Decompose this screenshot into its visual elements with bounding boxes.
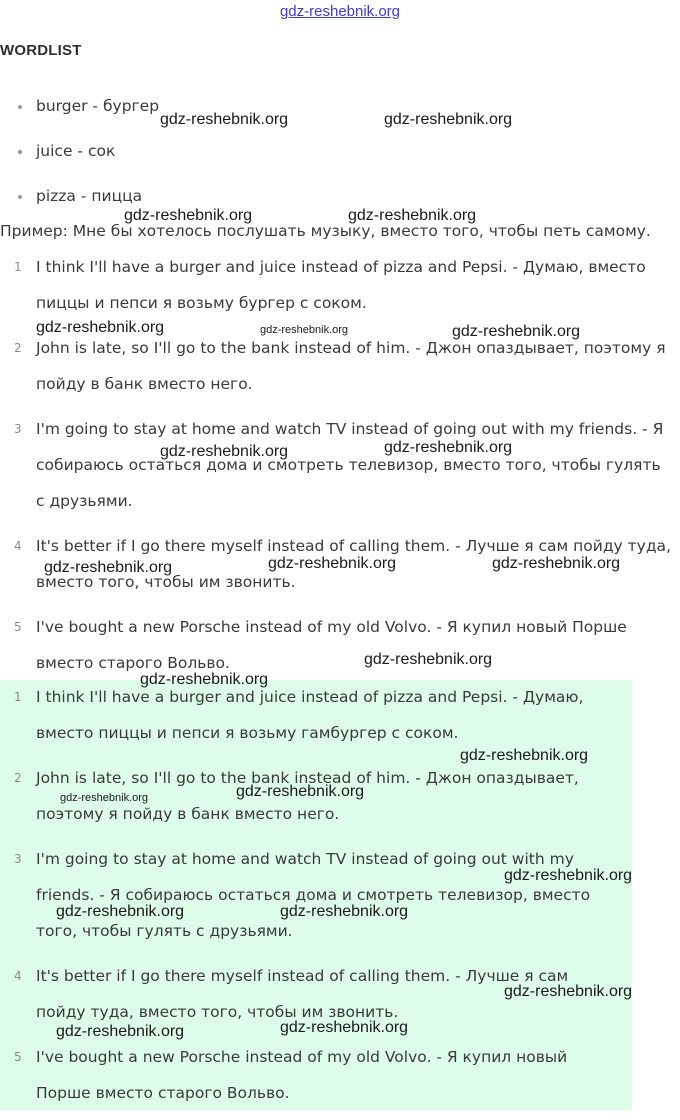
- watermark: gdz-reshebnik.org: [124, 207, 253, 224]
- sentence-text: I'm going to stay at home and watch TV instead of going out with my friends. - Я собираюсь остаться дома и смотреть телевизор, вместо того, чтобы гулять с друзьями.: [36, 420, 664, 510]
- sentence-item: [0, 249, 680, 330]
- answer-number: 5: [14, 1050, 22, 1064]
- sentence-item: [0, 330, 680, 411]
- example-sentence: Пример: Мне бы хотелось послушать музыку, вместо того, чтобы петь самому.: [0, 222, 651, 240]
- sentence-number: 1: [14, 260, 22, 274]
- sentence-text: I've bought a new Porsche instead of my old Volvo. - Я купил новый Порше вместо старого Вольво.: [36, 618, 627, 672]
- answer-item: [0, 1039, 632, 1120]
- answer-text: I've bought a new Porsche instead of my old Volvo. - Я купил новый Порше вместо старого Вольво.: [36, 1048, 568, 1102]
- sentence-text: I think I'll have a burger and juice instead of pizza and Pepsi. - Думаю, вместо пиццы и пепси я возьму бургер с соком.: [36, 258, 646, 312]
- site-link[interactable]: gdz-reshebnik.org: [279, 3, 401, 20]
- sentence-number: 2: [14, 341, 22, 355]
- watermark: gdz-reshebnik.org: [160, 111, 289, 128]
- watermark: gdz-reshebnik.org: [36, 319, 165, 336]
- answer-number: 1: [14, 690, 22, 704]
- sentence-text: It's better if I go there myself instead of calling them. - Лучше я сам пойду туда, вместо того, чтобы им звонить.: [36, 537, 671, 591]
- answer-sentences: [0, 679, 632, 1120]
- watermark: gdz-reshebnik.org: [236, 783, 365, 800]
- watermark: gdz-reshebnik.org: [492, 555, 621, 572]
- watermark: gdz-reshebnik.org: [268, 555, 397, 572]
- watermark: gdz-reshebnik.org: [60, 792, 149, 804]
- watermark: gdz-reshebnik.org: [140, 671, 269, 688]
- watermark: gdz-reshebnik.org: [452, 323, 581, 340]
- watermark: gdz-reshebnik.org: [160, 443, 289, 460]
- answer-number: 4: [14, 969, 22, 983]
- answer-number: 3: [14, 852, 22, 866]
- watermark: gdz-reshebnik.org: [348, 207, 477, 224]
- wordlist-title: WORDLIST: [0, 42, 82, 59]
- wordlist-item: burger - бургер: [0, 95, 159, 140]
- wordlist-item: juice - сок: [0, 140, 159, 185]
- answer-text: It's better if I go there myself instead of calling them. - Лучше я сам пойду туда, вместо того, чтобы им звонить.: [36, 967, 569, 1021]
- sentence-text: John is late, so I'll go to the bank instead of him. - Джон опаздывает, поэтому я пойду в банк вместо него.: [36, 339, 666, 393]
- sentence-number: 3: [14, 422, 22, 436]
- answer-number: 2: [14, 771, 22, 785]
- watermark: gdz-reshebnik.org: [280, 1019, 409, 1036]
- watermark: gdz-reshebnik.org: [460, 747, 589, 764]
- sentence-item: [0, 609, 680, 690]
- watermark: gdz-reshebnik.org: [504, 867, 633, 884]
- watermark: gdz-reshebnik.org: [364, 651, 493, 668]
- watermark: gdz-reshebnik.org: [56, 1023, 185, 1040]
- sentence-item: [0, 411, 680, 528]
- watermark: gdz-reshebnik.org: [44, 559, 173, 576]
- watermark: gdz-reshebnik.org: [56, 903, 185, 920]
- wordlist-item: pizza - пицца: [0, 185, 159, 230]
- watermark: gdz-reshebnik.org: [504, 983, 633, 1000]
- exercise-sentences: [0, 249, 680, 690]
- watermark: gdz-reshebnik.org: [280, 903, 409, 920]
- watermark: gdz-reshebnik.org: [260, 324, 349, 336]
- watermark: gdz-reshebnik.org: [384, 439, 513, 456]
- answer-text: I think I'll have a burger and juice instead of pizza and Pepsi. - Думаю, вместо пиццы и пепси я возьму гамбургер с соком.: [36, 688, 584, 742]
- sentence-number: 5: [14, 620, 22, 634]
- answer-text: John is late, so I'll go to the bank instead of him. - Джон опаздывает, поэтому я пойду в банк вместо него.: [36, 769, 579, 823]
- answer-text: I'm going to stay at home and watch TV instead of going out with my friends. - Я собираюсь остаться дома и смотреть телевизор, вместо того, чтобы гулять с друзьями.: [36, 850, 591, 940]
- sentence-number: 4: [14, 539, 22, 553]
- answer-item: [0, 841, 632, 958]
- watermark: gdz-reshebnik.org: [384, 111, 513, 128]
